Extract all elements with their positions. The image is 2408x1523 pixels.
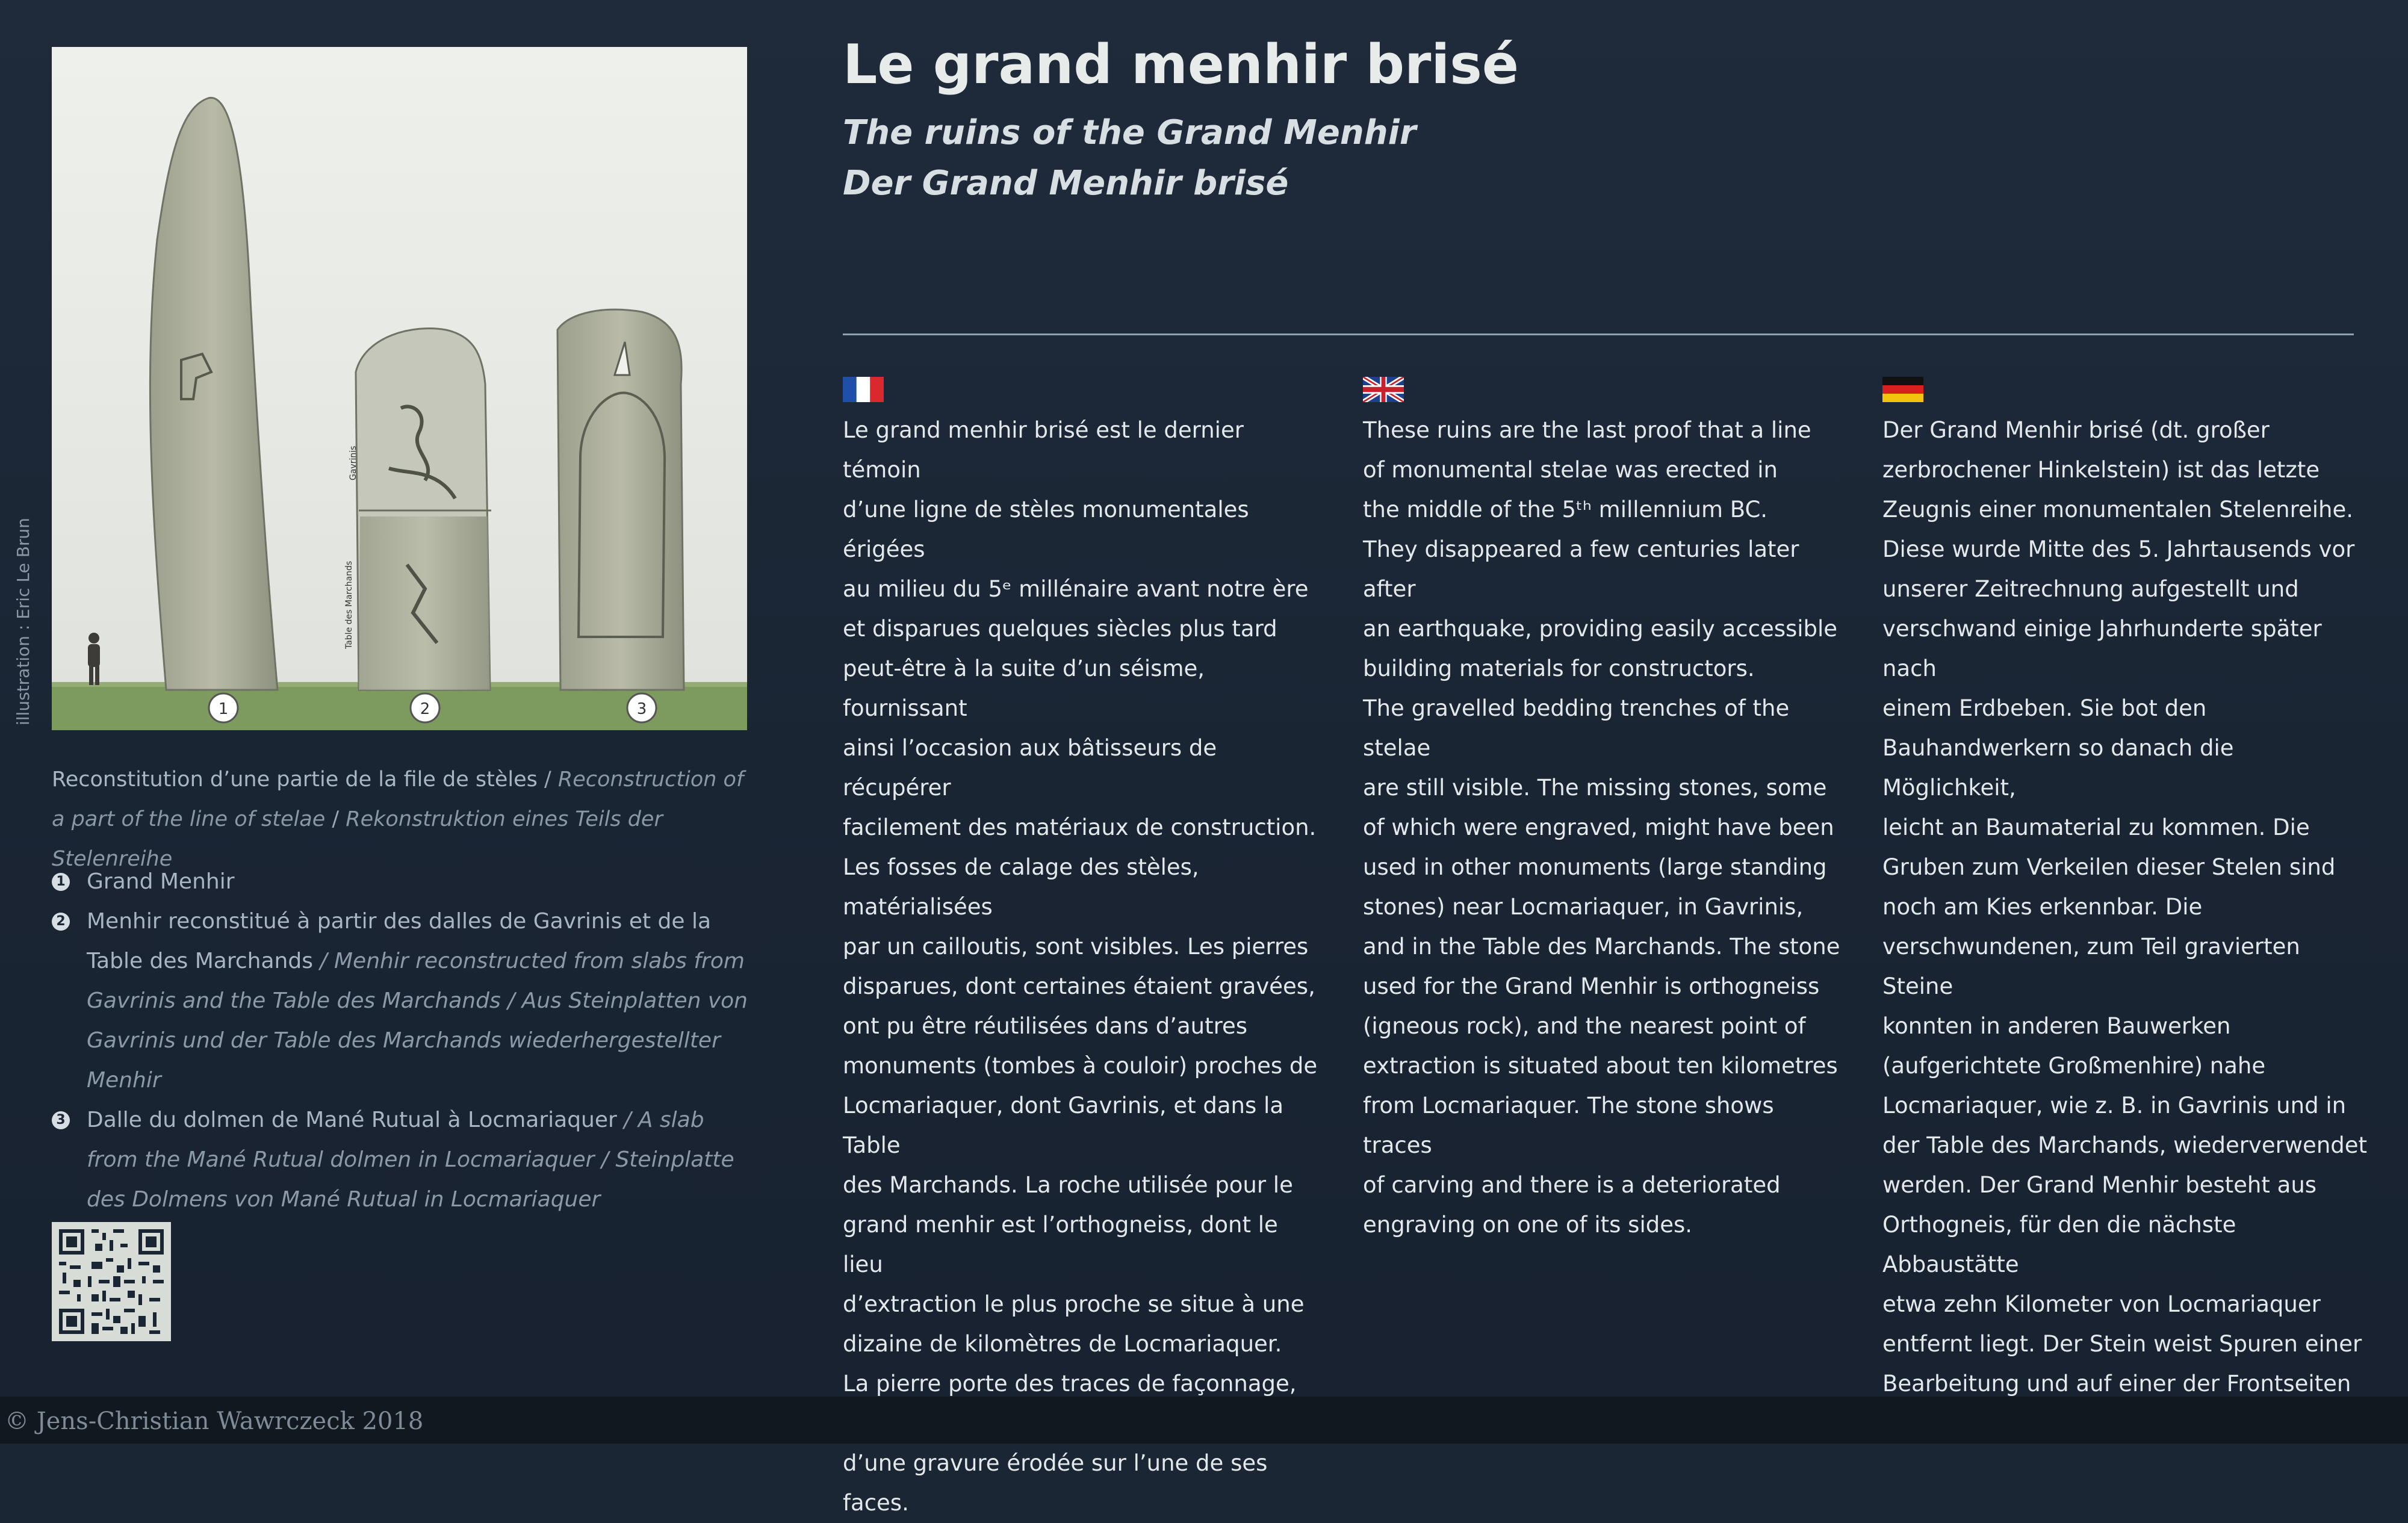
- caption-en: Reconstruction of a part of the line of stelae: [52, 768, 744, 831]
- france-flag-icon: [843, 377, 884, 402]
- stone-2-marker: [411, 693, 439, 722]
- qr-code-icon: [52, 1222, 171, 1341]
- legend-translation: / Menhir reconstructed from slabs from Gavrinis and the Table des Marchands / Aus Steinplatten von Gavrinis und der Table des Marchands wiederhergestellter Menhir: [87, 949, 748, 1093]
- illustration-credit: illustration : Eric Le Brun: [13, 518, 33, 725]
- text-column-de: Der Grand Menhir brisé (dt. großer zerbrochener Hinkelstein) ist das letzte Zeugnis einer monumentalen Stelenreihe. Diese wurde Mitte des 5. Jahrtausends vor unserer Zeitrechnung aufgestellt und verschwand einige Jahrhunderte später nach einem Erdbeben. Sie bot den Bauhandwerkern so danach die Möglichkeit, leicht an Baumaterial zu kommen. Die Gruben zum Verkeilen dieser Stelen sind noch am Kies erkennbar. Die verschwundenen, zum Teil gravierten Steine konnten in anderen Bauwerken (aufgerichtete Großmenhire) nahe Locmariaquer, wie z. B. in Gavrinis und in der Table des Marchands, wiederverwendet werden. Der Grand Menhir besteht aus Orthogneis, für den die nächste Abbaustätte etwa zehn Kilometer von Locmariaquer entfernt liegt. Der Stein weist Spuren einer Bearbeitung und auf einer der Frontseiten: [1882, 417, 2368, 1397]
- legend-number: 2: [52, 913, 70, 931]
- text-column-en: These ruins are the last proof that a line of monumental stelae was erected in the middle of the 5ᵗʰ millennium BC. They disappeared a few centuries later after an earthquake, providing easily accessible building materials for constructors. The gravelled bedding trenches of the stelae are still visible. The missing stones, some of which were engraved, might have been used in other monuments (large standing stones) near Locmariaquer, in Gavrinis, and in the Table des Marchands. The stone used for the Grand Menhir is orthogneiss (igneous rock), and the nearest point of extraction is situated about ten kilometres from Locmariaquer. The stone shows traces of carving and there is a deteriorated engraving on one of its sides.: [1363, 417, 1840, 1238]
- text-column-fr: Le grand menhir brisé est le dernier témoin d’une ligne de stèles monumentales érigées au milieu du 5ᵉ millénaire avant notre ère et disparues quelques siècles plus tard peut-être à la suite d’un séisme, fournissant ainsi l’occasion aux bâtisseurs de récupérer facilement des matériaux de construction. Les fosses de calage des stèles, matérialisées par un cailloutis, sont visibles. Les pierres disparues, dont certaines étaient gravées, ont pu être réutilisées dans d’autres monuments (tombes à couloir) proches de Locmariaquer, dont Gavrinis, et dans la Table des Marchands. La roche utilisée pour le grand menhir est l’orthogneiss, dont le lieu d’extraction le plus proche se situe à une dizaine de kilomètres de Locmariaquer. La pierre porte des traces de façonnage, d’une gravure érodée sur l’une de ses faces.: [843, 417, 1318, 1516]
- caption-separator: /: [325, 807, 346, 831]
- photo-credit: © Jens-Christian Wawrczeck 2018: [5, 1407, 424, 1435]
- legend-translation: / A slab from the Mané Rutual dolmen in Locmariaquer / Steinplatte des Dolmens von Mané Rutual in Locmariaquer: [87, 1108, 734, 1212]
- uk-flag-icon: [1363, 377, 1404, 402]
- illustration-caption: [52, 760, 750, 879]
- legend-text: Dalle du dolmen de Mané Rutual à Locmariaquer: [87, 1108, 617, 1132]
- caption-de: Rekonstruktion eines Teils der Stelenreihe: [52, 807, 663, 871]
- stone-1-number: 1: [218, 700, 229, 718]
- gavrinis-slab-label: Gavrinis: [349, 445, 358, 480]
- legend-list: [52, 862, 750, 1220]
- subtitle-en: The ruins of the Grand Menhir: [843, 113, 1417, 152]
- legend-item-3: [52, 1100, 750, 1220]
- stone-2-number: 2: [420, 700, 430, 718]
- page-title: Le grand menhir brisé: [843, 33, 1519, 96]
- caption-separator: /: [537, 768, 558, 792]
- legend-item-2: [52, 902, 750, 1100]
- subtitle-de: Der Grand Menhir brisé: [843, 164, 1289, 203]
- legend-number: 1: [52, 873, 70, 891]
- menhir-drawing: [52, 47, 747, 730]
- qr-code[interactable]: [52, 1222, 171, 1341]
- stone-3-marker: [627, 693, 656, 722]
- legend-text: Menhir reconstitué à partir des dalles de Gavrinis et de la Table des Marchands: [87, 909, 712, 973]
- table-slab-label: Table des Marchands: [344, 560, 354, 649]
- menhir-illustration: [52, 47, 747, 730]
- stone-3-number: 3: [636, 700, 647, 718]
- legend-number: 3: [52, 1111, 70, 1129]
- header-divider: [843, 333, 2354, 335]
- caption-fr: Reconstitution d’une partie de la file de stèles: [52, 768, 538, 792]
- legend-item-1: [52, 862, 750, 902]
- stone-1-marker: [209, 693, 238, 722]
- germany-flag-icon: [1882, 377, 1923, 402]
- legend-text: Grand Menhir: [87, 869, 235, 894]
